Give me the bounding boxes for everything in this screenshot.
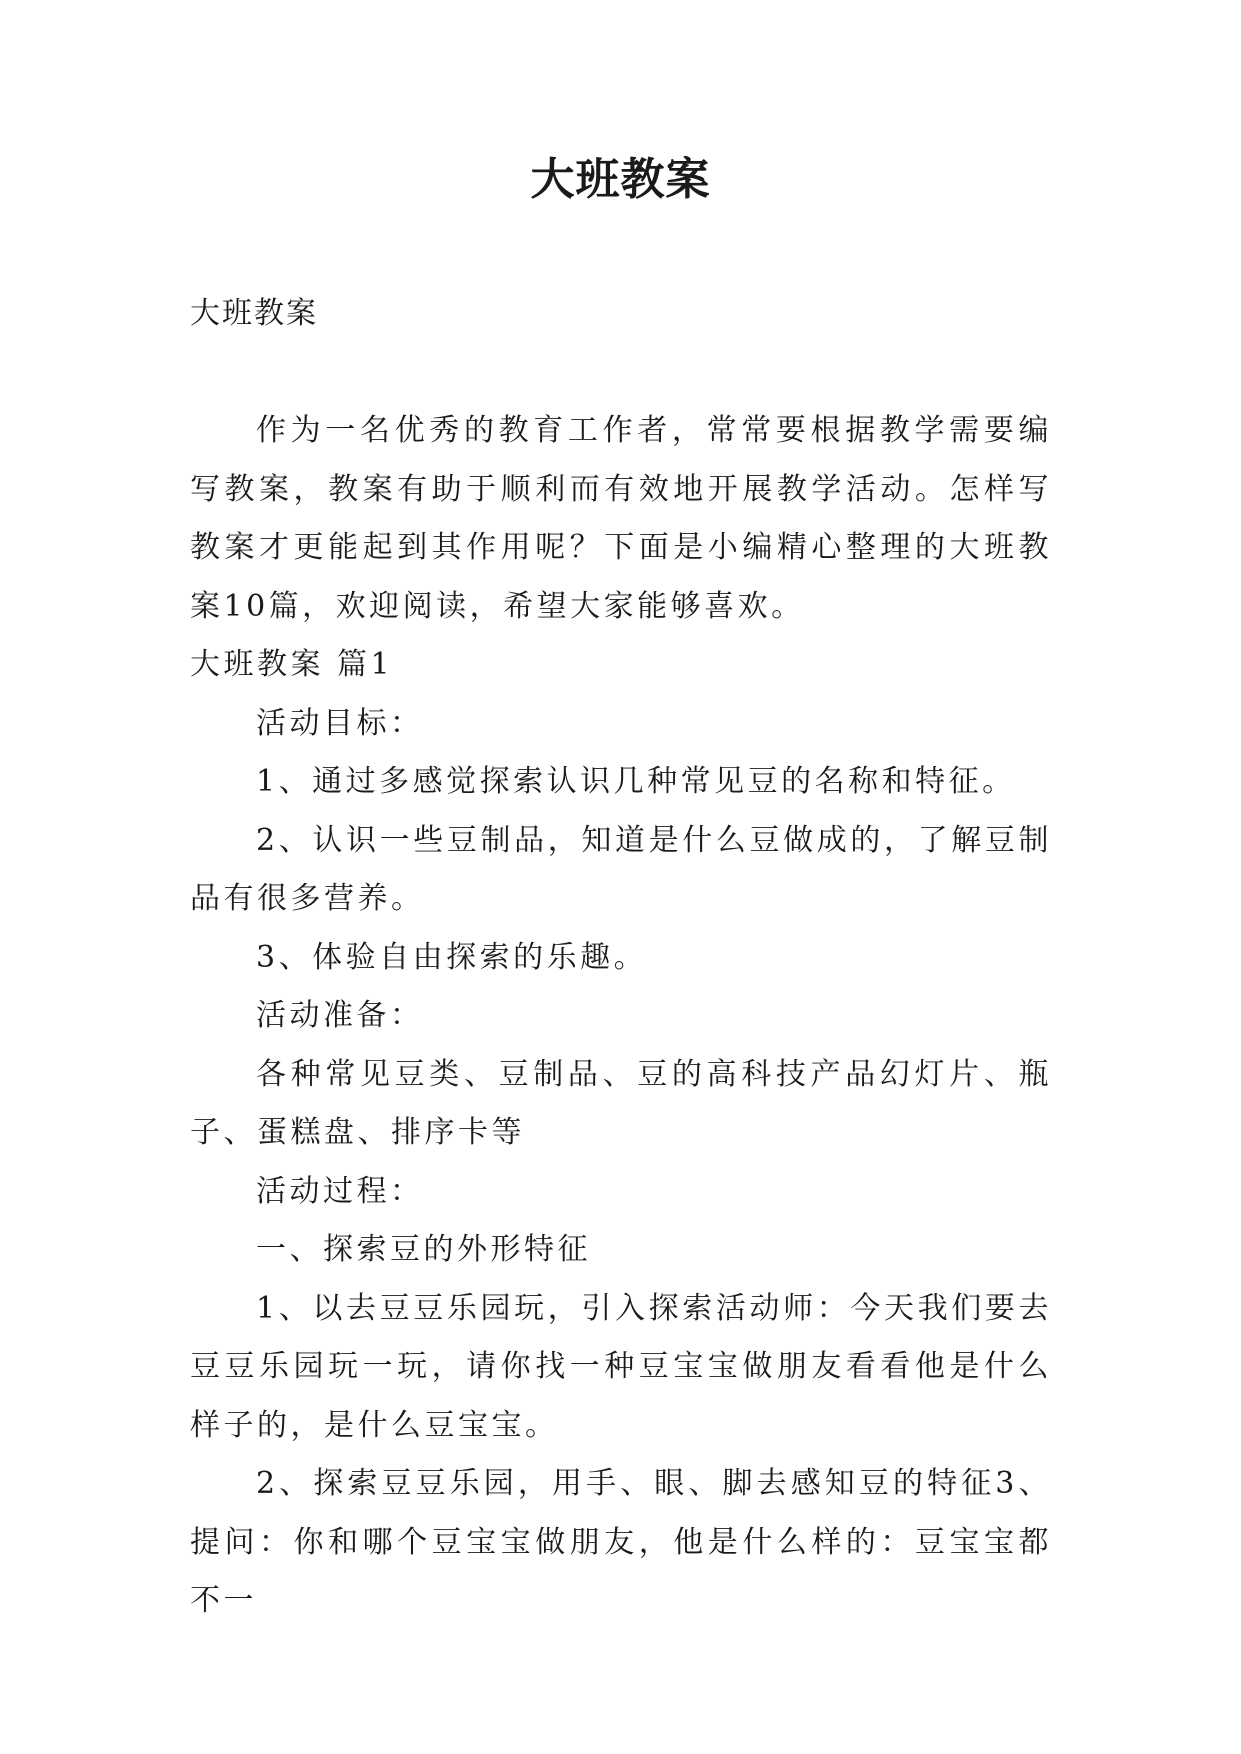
body-paragraph: 1、通过多感觉探索认识几种常见豆的名称和特征。 [256,764,1016,799]
document-body [190,402,1052,1631]
body-paragraph: 大班教案 篇1 [190,647,394,682]
body-paragraph: 3、体验自由探索的乐趣。 [256,939,648,975]
body-paragraph: 活动目标： [256,705,424,741]
document-subtitle: 大班教案 [190,296,318,331]
body-paragraph: 2、探索豆豆乐园，用手、眼、脚去感知豆的特征3、提问：你和哪个豆宝宝做朋友，他是什么样的：豆宝宝都不一 [190,1466,1052,1618]
body-paragraph: 活动准备： [256,998,424,1033]
body-paragraph: 一、探索豆的外形特征 [256,1232,591,1267]
body-paragraph: 各种常见豆类、豆制品、豆的高科技产品幻灯片、瓶子、蛋糕盘、排序卡等 [190,1056,1052,1150]
body-paragraph: 活动过程： [256,1173,424,1209]
body-paragraph: 2、认识一些豆制品，知道是什么豆做成的，了解豆制品有很多营养。 [190,822,1052,916]
document-title: 大班教案 [530,154,711,205]
body-paragraph: 作为一名优秀的教育工作者，常常要根据教学需要编写教案，教案有助于顺利而有效地开展教学活动。怎样写教案才更能起到其作用呢？下面是小编精心整理的大班教案10篇，欢迎阅读，希望大家能够喜欢。 [190,413,1052,624]
body-paragraph: 1、以去豆豆乐园玩，引入探索活动师：今天我们要去豆豆乐园玩一玩，请你找一种豆宝宝做朋友看看他是什么样子的，是什么豆宝宝。 [190,1290,1052,1443]
